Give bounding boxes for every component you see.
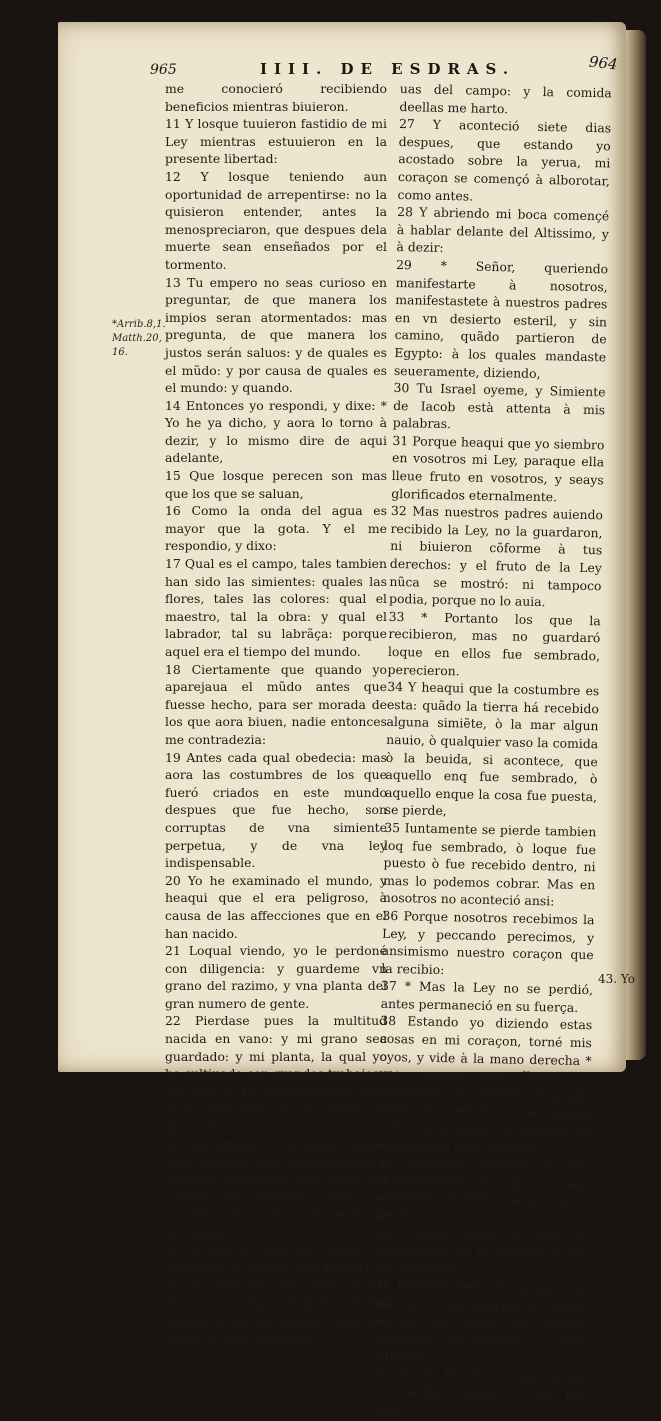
running-title: IIII. DE ESDRAS. bbox=[260, 60, 516, 78]
left-text-column bbox=[165, 80, 387, 1347]
verse-paragraph: 15 Que losque perecen son mas que los que se saluan, bbox=[165, 468, 387, 501]
page-edge bbox=[626, 30, 646, 1060]
verse-paragraph: 21 Loqual viendo, yo le perdoné con diligencia: y guardeme vn grano del razimo, y vna planta del gran numero de gente. bbox=[165, 943, 387, 1011]
verse-paragraph: 17 Qual es el campo, tales tambien han sido las simientes: quales las flores, tales las colores: qual el maestro, tal la obra: y qual el labrador, tal su labrãça: porque aquel era el tiempo del mundo. bbox=[165, 556, 387, 659]
verse-paragraph: 31 Porque heaqui que yo siembro en vosotros mi Ley, paraque ella lleue fruto en vosotros, y seays glorificados eternalmente. bbox=[391, 432, 605, 505]
verse-paragraph: 20 Yo he examinado el mundo, y heaqui que el era peligroso, à causa de las affecciones que en el han nacido. bbox=[165, 872, 387, 941]
verse-paragraph: 14 Entonces yo respondi, y dixe: * Yo he ya dicho, y aora lo torno à dezir, y lo mismo dire de aqui adelante, bbox=[165, 397, 387, 466]
verse-paragraph: 13 Tu empero no seas curioso en preguntar, de que manera los impios seran atormentados: mas pregunta, de que manera los justos serán saluos: y de quales es el mũdo: y por causa de quales es el mundo: y quando. bbox=[165, 274, 387, 396]
verse-paragraph: 26 Yo pues me fue, como el me dixo, à vn campo, el qual se llama Ardath: y alli me assenté entre las flores, y comi delas yer- bbox=[165, 1277, 387, 1346]
verse-paragraph: 32 Mas nuestros padres auiendo recibido la Ley, no la guardaron, ni biuieron cõforme à tus derechos: y el fruto de la Ley nũca se mostró: ni tampoco podia, porque no lo auia. bbox=[388, 503, 604, 610]
verse-paragraph: 33 * Portanto los que la recibieron, mas no guardaró loque en ellos fue sembrado, perecieron. bbox=[387, 608, 601, 678]
verse-paragraph: 36 Porque nosotros recebimos la Ley, y peccando perecimos, y ansimismo nuestro coraçon que la recibio: bbox=[381, 907, 595, 977]
verse-paragraph: 30 Tu Israel oyeme, y Simiente de Iacob està attenta à mis palabras. bbox=[392, 380, 606, 432]
verse-paragraph: 25 Y que tu ores sin cessar al Altissimo: yo vendré y te hablaré. bbox=[165, 1242, 387, 1275]
verse-paragraph: 27 Y aconteció siete dias despues, que estando yo acostado sobre la yerua, mi coraçon se començó à alborotar, como antes. bbox=[397, 116, 612, 204]
verse-paragraph: 41 Dexame Señor llorarme à mi misma, y entregarme al dolor, porque yo estoy en grande amargura de coraçon, y muy affligida. bbox=[373, 1277, 587, 1364]
verse-paragraph: 16 Como la onda del agua es mayor que la gota. Y el me respondio, y dixo: bbox=[165, 503, 387, 554]
catchword: 43. Yo bbox=[598, 972, 636, 986]
verse-paragraph: uas del campo: y la comida deellas me harto. bbox=[399, 80, 612, 116]
verse-paragraph: 28 Y abriendo mi boca començé à hablar delante del Altissimo, y à dezir: bbox=[396, 204, 610, 256]
verse-paragraph: 19 Antes cada qual obedecia: mas aora las costumbres de los que fueró criados en este mundo despues que fue hecho, son corruptas de vna simiente perpetua, y de vna ley indispensable. bbox=[165, 749, 387, 871]
verse-paragraph: 11 Y losque tuuieron fastidio de mi Ley mientras estuuieron en la presente libertad: bbox=[165, 116, 387, 167]
verse-paragraph: 34 Y heaqui que la costumbre es esta: quãdo la tierra há recebido alguna simiẽte, ò la mar algun nauio, ò qualquier vaso la comida ò la beuida, si acontece, que aquello enq fue sembrado, ò aquello enque la cosa fue puesta, se pierde, bbox=[384, 679, 600, 819]
verse-paragraph: 42 Y yo le dixe: Qué te há acontecido? Dimelo. Y ella me dixo: bbox=[372, 1365, 586, 1416]
right-page-number: 964 bbox=[588, 52, 619, 74]
verse-paragraph: 23 Mas si tu entremetieres aora otros siete dias, en los quales no ayunarás, bbox=[165, 1083, 387, 1135]
verse-paragraph: 39 Entonces dexando yo mis pensamientos en que estaua occupado, boluime hazia ella, y dixele: bbox=[376, 1153, 590, 1223]
verse-paragraph: 35 Iuntamente se pierde tambien loq fue sembrado, ò loque fue puesto ò fue recebido dentro, ni mas lo podemos cobrar. Mas en nosotros no aconteció ansi: bbox=[382, 819, 597, 909]
left-page-number: 965 bbox=[150, 62, 177, 78]
verse-paragraph: 22 Pierdase pues la multitud nacida en vano: y mi grano sea guardado: y mi planta, la qual yo he cultiuado con grandes trabajos. bbox=[165, 1013, 387, 1082]
verse-paragraph: 24 Mas yrtehás à vn campo florido dõde ninguna casa aya edificada: y comerás solamente delas flores del campo: no gustarás carne, ni beuerás vino, sino solamente de las flores, bbox=[165, 1136, 387, 1240]
verse-paragraph: 37 * Mas la Ley no se perdió, antes permaneció en su fuerça. bbox=[380, 978, 594, 1015]
margin-note: *Arrib.8,1. Matth.20, 16. bbox=[112, 319, 166, 358]
verse-paragraph: 38 Estando yo diziendo estas cosas en mi coraçon, torné mis oyos, y vide à la mano derecha * vna muger, que llorava y lamentaua à altaboz, teniendo rotos sus vestidos, y la cabeça cubierta de poluo, se fatigaua en suanimo en gran manera. bbox=[377, 1013, 593, 1155]
right-text-column bbox=[372, 80, 612, 1421]
verse-paragraph: 18 Ciertamente que quando yo aparejaua el mũdo antes que fuesse hecho, para ser morada de los que aora biuen, nadie entonces me contradezia: bbox=[165, 661, 387, 747]
verse-paragraph: 29 * Señor, queriendo manifestarte à nosotros, manifestastete à nuestros padres en vn desierto esteril, y sin camino, quãdo partieron de Egypto: à los quales mandaste seueramente, diziendo, bbox=[393, 256, 609, 381]
verse-paragraph: 40 Porque lloras? y porq te atormentas en tu animo? Y ella me respondio: bbox=[374, 1224, 588, 1277]
verse-paragraph: me conocieró recibiendo beneficios mientras biuieron. bbox=[165, 81, 387, 114]
verse-paragraph: 12 Y losque teniendo aun oportunidad de arrepentirse: no la quisieron entender, antes la menospreciaron, que despues dela muerte sean enseñados por el tormento. bbox=[165, 168, 387, 272]
